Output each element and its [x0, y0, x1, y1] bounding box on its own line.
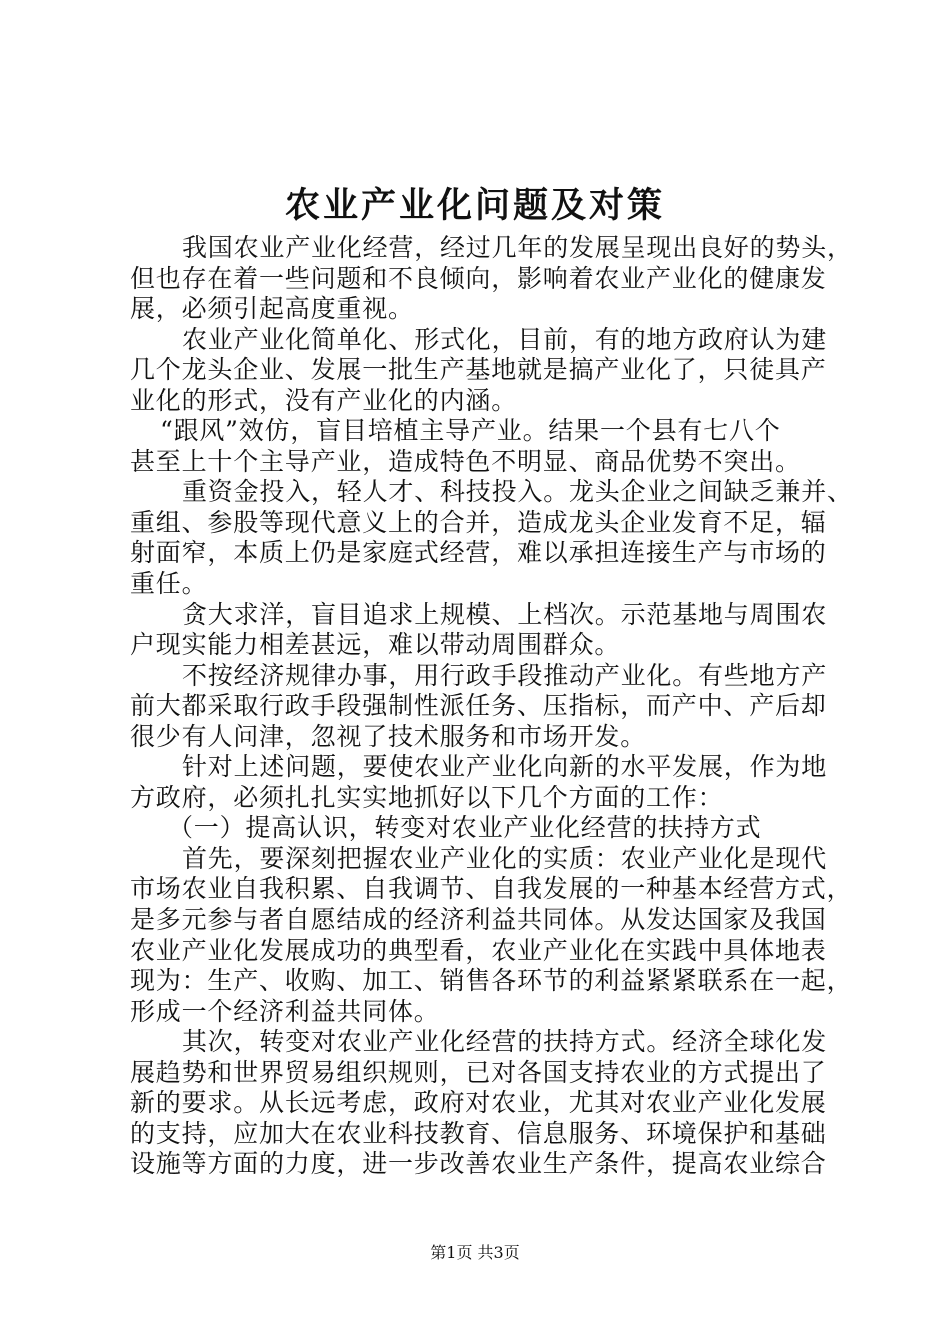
- text-line: “跟风”效仿，盲目培植主导产业。结果一个县有七八个: [160, 416, 781, 446]
- text-line: 户现实能力相差甚远，难以带动周围群众。: [130, 630, 621, 660]
- paragraph: [130, 813, 850, 844]
- text-line: 农业产业化简单化、形式化，目前，有的地方政府认为建: [182, 324, 828, 354]
- text-line: 但也存在着一些问题和不良倾向，影响着农业产业化的健康发: [130, 263, 827, 293]
- paragraph: [130, 752, 850, 813]
- text-line: 展趋势和世界贸易组织规则，已对各国支持农业的方式提出了: [130, 1057, 827, 1087]
- paragraph: [130, 416, 850, 477]
- paragraph: [130, 325, 850, 417]
- text-line: 新的要求。从长远考虑，政府对农业，尤其对农业产业化发展: [130, 1088, 827, 1118]
- text-line: （一）提高认识，转变对农业产业化经营的扶持方式: [168, 813, 762, 843]
- text-line: 现为：生产、收购、加工、销售各环节的利益紧紧联系在一起，: [130, 966, 853, 996]
- text-line: 重资金投入，轻人才、科技投入。龙头企业之间缺乏兼并、: [182, 477, 853, 507]
- text-line: 重组、参股等现代意义上的合并，造成龙头企业发育不足，辐: [130, 507, 827, 537]
- text-line: 方政府，必须扎扎实实地抓好以下几个方面的工作：: [130, 782, 724, 812]
- text-line: 很少有人问津，忽视了技术服务和市场开发。: [130, 721, 647, 751]
- text-line: 射面窄，本质上仍是家庭式经营，难以承担连接生产与市场的: [130, 538, 827, 568]
- text-line: 甚至上十个主导产业，造成特色不明显、商品优势不突出。: [130, 446, 801, 476]
- text-line: 设施等方面的力度，进一步改善农业生产条件，提高农业综合: [130, 1149, 827, 1179]
- paragraph: [130, 233, 853, 325]
- paragraph: [130, 661, 850, 753]
- text-line: 其次，转变对农业产业化经营的扶持方式。经济全球化发: [182, 1027, 828, 1057]
- text-line: 几个龙头企业、发展一批生产基地就是搞产业化了，只徒具产: [130, 355, 827, 385]
- paragraph: [130, 1027, 850, 1180]
- document-body: [130, 233, 853, 1180]
- text-line: 重任。: [130, 569, 208, 599]
- text-line: 形成一个经济利益共同体。: [130, 996, 440, 1026]
- text-line: 市场农业自我积累、自我调节、自我发展的一种基本经营方式，: [130, 874, 853, 904]
- text-line: 针对上述问题，要使农业产业化向新的水平发展，作为地: [182, 752, 828, 782]
- text-line: 首先，要深刻把握农业产业化的实质：农业产业化是现代: [182, 843, 828, 873]
- page-footer: 第1页 共3页: [430, 1243, 520, 1262]
- text-line: 展，必须引起高度重视。: [130, 294, 414, 324]
- document-title: 农业产业化问题及对策: [284, 185, 665, 226]
- text-line: 我国农业产业化经营，经过几年的发展呈现出良好的势头，: [182, 233, 853, 262]
- text-line: 前大都采取行政手段强制性派任务、压指标，而产中、产后却: [130, 691, 827, 721]
- text-line: 是多元参与者自愿结成的经济利益共同体。从发达国家及我国: [130, 905, 827, 935]
- paragraph: [130, 477, 853, 599]
- paragraph: [130, 600, 850, 661]
- text-line: 业化的形式，没有产业化的内涵。: [130, 385, 518, 415]
- text-line: 农业产业化发展成功的典型看，农业产业化在实践中具体地表: [130, 935, 827, 965]
- text-line: 的支持，应加大在农业科技教育、信息服务、环境保护和基础: [130, 1118, 827, 1148]
- paragraph: [130, 843, 853, 1027]
- text-line: 贪大求洋，盲目追求上规模、上档次。示范基地与周围农: [182, 599, 828, 629]
- text-line: 不按经济规律办事，用行政手段推动产业化。有些地方产: [182, 660, 828, 690]
